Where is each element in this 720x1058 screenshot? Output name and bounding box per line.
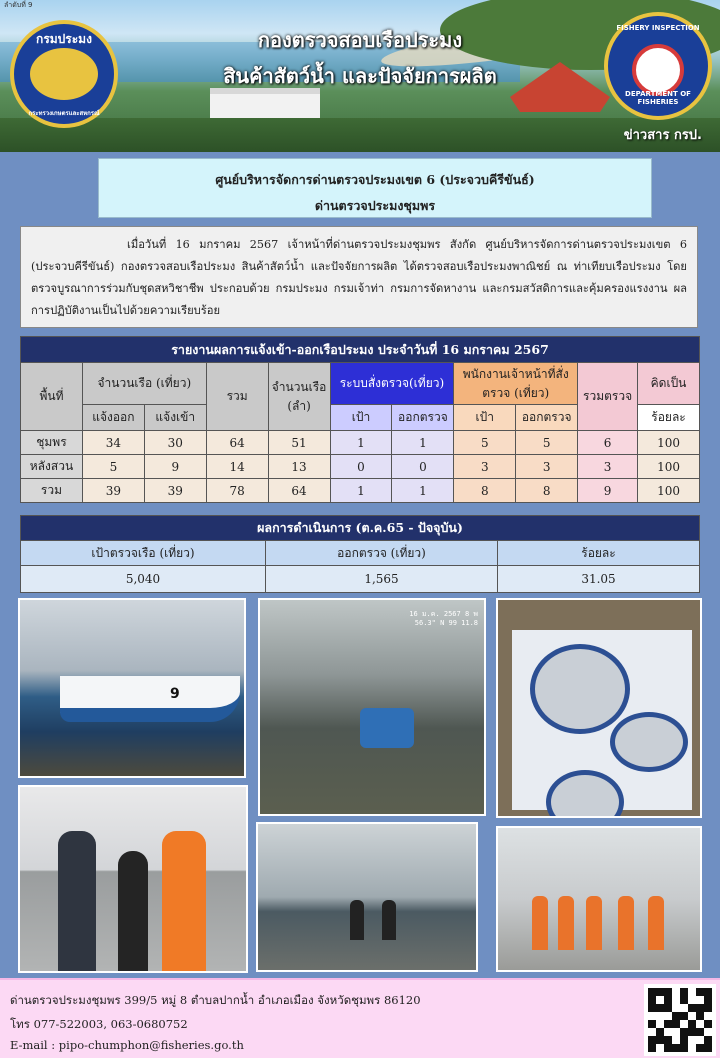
qr-module xyxy=(696,996,704,1004)
cell-in: 39 xyxy=(144,479,206,503)
qr-module xyxy=(672,1012,680,1020)
qr-module xyxy=(704,1012,712,1020)
qr-module xyxy=(688,1028,696,1036)
qr-module xyxy=(664,1028,672,1036)
qr-module xyxy=(656,996,664,1004)
qr-module xyxy=(688,1020,696,1028)
qr-module xyxy=(664,1012,672,1020)
header-system: ระบบสั่งตรวจ(เที่ยว) xyxy=(330,363,454,405)
seal-left-text: กรมประมง xyxy=(36,32,92,46)
person xyxy=(118,851,148,971)
report-caption: รายงานผลการแจ้งเข้า-ออกเรือประมง ประจำวันที่ 16 มกราคม 2567 xyxy=(21,337,700,363)
header-in: แจ้งเข้า xyxy=(144,405,206,431)
news-label: ข่าวสาร กรป. xyxy=(623,128,702,143)
header-area: พื้นที่ xyxy=(21,363,83,431)
qr-module xyxy=(664,1044,672,1052)
qr-module xyxy=(672,1020,680,1028)
basket xyxy=(530,644,630,734)
qr-module xyxy=(688,1012,696,1020)
person xyxy=(586,896,602,950)
basket xyxy=(546,770,624,818)
person xyxy=(162,831,206,971)
qr-module xyxy=(672,996,680,1004)
qr-code-icon[interactable] xyxy=(644,984,716,1056)
photo-harbor-dusk xyxy=(256,822,478,972)
person xyxy=(648,896,664,950)
photo-boat-deck xyxy=(258,598,486,816)
banner-title-line2: สินค้าสัตว์น้ำ และปัจจัยการผลิต xyxy=(223,64,497,88)
photo-fishing-boat xyxy=(18,598,246,778)
cell-off-target: 8 xyxy=(454,479,516,503)
results-value-percent: 31.05 xyxy=(498,566,700,593)
qr-module xyxy=(664,996,672,1004)
office-header-line2: ด่านตรวจประมงชุมพร xyxy=(314,198,436,213)
qr-module xyxy=(664,1004,672,1012)
seal-left-subtext: กระทรวงเกษตรและสหกรณ์ xyxy=(28,110,100,117)
qr-module xyxy=(688,1036,696,1044)
cell-total-inspect: 9 xyxy=(578,479,638,503)
table-row-total xyxy=(21,479,700,503)
qr-module xyxy=(704,1004,712,1012)
qr-module xyxy=(704,1044,712,1052)
department-of-fisheries-seal xyxy=(10,20,118,128)
qr-module xyxy=(672,1036,680,1044)
qr-module xyxy=(680,1020,688,1028)
cell-sys-inspected: 1 xyxy=(392,431,454,455)
cell-percent: 100 xyxy=(638,431,700,455)
qr-module xyxy=(680,996,688,1004)
qr-module xyxy=(696,1036,704,1044)
ground-background xyxy=(0,118,720,152)
qr-module xyxy=(680,1012,688,1020)
photo-catch-baskets xyxy=(496,598,702,818)
qr-module xyxy=(664,1036,672,1044)
qr-module xyxy=(688,1004,696,1012)
header-out: แจ้งออก xyxy=(82,405,144,431)
boat-number: 9 xyxy=(170,686,180,702)
qr-module xyxy=(656,1004,664,1012)
qr-module xyxy=(672,1044,680,1052)
boat-hull xyxy=(60,676,240,722)
qr-module xyxy=(704,1020,712,1028)
report-table xyxy=(20,336,700,503)
banner xyxy=(0,0,720,152)
qr-module xyxy=(656,1044,664,1052)
header-sys-inspected: ออกตรวจ xyxy=(392,405,454,431)
cell-off-inspected: 8 xyxy=(516,479,578,503)
qr-module xyxy=(648,996,656,1004)
footer-phone: โทร 077-522003, 063-0680752 xyxy=(10,1017,188,1031)
footer-address: ด่านตรวจประมงชุมพร 399/5 หมู่ 8 ตำบลปากน้ำ อำเภอเมือง จังหวัดชุมพร 86120 xyxy=(10,993,421,1007)
header-total-inspect: รวมตรวจ xyxy=(578,363,638,431)
cell-total: 64 xyxy=(206,431,268,455)
qr-module xyxy=(680,1036,688,1044)
cell-area: ชุมพร xyxy=(21,431,83,455)
cell-sys-target: 1 xyxy=(330,479,392,503)
seal-emblem-icon xyxy=(30,48,98,100)
person xyxy=(618,896,634,950)
results-header-percent: ร้อยละ xyxy=(498,541,700,566)
qr-module xyxy=(664,988,672,996)
qr-code-pattern xyxy=(648,988,712,1052)
qr-module xyxy=(656,1028,664,1036)
cell-total-inspect: 3 xyxy=(578,455,638,479)
cell-total: 78 xyxy=(206,479,268,503)
photo-inspection-team xyxy=(18,785,248,973)
banner-title-line1: กองตรวจสอบเรือประมง xyxy=(257,28,463,52)
header-percent-of: คิดเป็น xyxy=(638,363,700,405)
cell-area: หลังสวน xyxy=(21,455,83,479)
qr-module xyxy=(672,1004,680,1012)
results-value-target: 5,040 xyxy=(21,566,266,593)
header-off-target: เป้า xyxy=(454,405,516,431)
qr-module xyxy=(648,1044,656,1052)
qr-module xyxy=(672,988,680,996)
cell-sys-target: 0 xyxy=(330,455,392,479)
qr-module xyxy=(696,988,704,996)
person xyxy=(350,900,364,940)
results-value-inspected: 1,565 xyxy=(266,566,498,593)
qr-module xyxy=(656,1020,664,1028)
qr-module xyxy=(696,1028,704,1036)
person xyxy=(532,896,548,950)
person xyxy=(382,900,396,940)
qr-module xyxy=(656,1036,664,1044)
cell-boats: 13 xyxy=(268,455,330,479)
cell-boats: 64 xyxy=(268,479,330,503)
table-row xyxy=(21,431,700,455)
cell-out: 5 xyxy=(82,455,144,479)
qr-module xyxy=(696,1044,704,1052)
cell-boats: 51 xyxy=(268,431,330,455)
cell-percent: 100 xyxy=(638,479,700,503)
qr-module xyxy=(688,1044,696,1052)
badge-bottom-text: DEPARTMENT OF FISHERIES xyxy=(625,90,691,106)
cell-area: รวม xyxy=(21,479,83,503)
qr-module xyxy=(656,1012,664,1020)
cell-out: 39 xyxy=(82,479,144,503)
table-row xyxy=(21,455,700,479)
results-table xyxy=(20,515,700,593)
news-paragraph: เมื่อวันที่ 16 มกราคม 2567 เจ้าหน้าที่ด่านตรวจประมงชุมพร สังกัด ศูนย์บริหารจัดการด่านตรวจประมงเขต 6 (ประจวบคีรีขันธ์) กองตรวจสอบเรือประมง สินค้าสัตว์น้ำ และปัจจัยการผลิต ได้ตรวจสอบเรือประมงพาณิชย์ ณ ท่าเทียบเรือประมง โดยตรวจบูรณาการร่วมกับชุดสหวิชาชีพ ประกอบด้วย กรมประมง กรมเจ้าท่า กรมการจัดหางาน และกรมสวัสดิการและคุ้มครองแรงงาน ผลการปฏิบัติงานเป็นไปด้วยความเรียบร้อย xyxy=(20,226,698,328)
header-boat-count: จำนวนเรือ (ลำ) xyxy=(268,363,330,431)
header-off-inspected: ออกตรวจ xyxy=(516,405,578,431)
header-total: รวม xyxy=(206,363,268,431)
qr-module xyxy=(688,996,696,1004)
qr-module xyxy=(648,988,656,996)
cell-out: 34 xyxy=(82,431,144,455)
header-percent: ร้อยละ xyxy=(638,405,700,431)
qr-module xyxy=(696,1004,704,1012)
office-header-line1: ศูนย์บริหารจัดการด่านตรวจประมงเขต 6 (ประจวบคีรีขันธ์) xyxy=(215,172,535,187)
qr-module xyxy=(704,988,712,996)
qr-module xyxy=(648,1036,656,1044)
cell-off-target: 3 xyxy=(454,455,516,479)
fishery-inspection-badge xyxy=(604,12,712,120)
qr-module xyxy=(648,1020,656,1028)
office-header xyxy=(98,158,652,218)
cell-sys-inspected: 0 xyxy=(392,455,454,479)
cell-in: 9 xyxy=(144,455,206,479)
cell-total: 14 xyxy=(206,455,268,479)
cell-sys-inspected: 1 xyxy=(392,479,454,503)
lifebuoy-icon xyxy=(632,44,684,96)
qr-module xyxy=(680,1044,688,1052)
qr-module xyxy=(704,996,712,1004)
cell-percent: 100 xyxy=(638,455,700,479)
basket xyxy=(610,712,688,772)
header-sys-target: เป้า xyxy=(330,405,392,431)
footer xyxy=(0,978,720,1058)
qr-module xyxy=(688,988,696,996)
footer-email[interactable]: E-mail : pipo-chumphon@fisheries.go.th xyxy=(10,1038,244,1052)
ice-area xyxy=(512,630,692,810)
qr-module xyxy=(664,1020,672,1028)
person xyxy=(58,831,96,971)
results-header-target: เป้าตรวจเรือ (เที่ยว) xyxy=(21,541,266,566)
qr-module xyxy=(656,988,664,996)
qr-module xyxy=(704,1036,712,1044)
cell-total-inspect: 6 xyxy=(578,431,638,455)
cell-off-inspected: 5 xyxy=(516,431,578,455)
qr-module xyxy=(696,1020,704,1028)
results-header-inspected: ออกตรวจ (เที่ยว) xyxy=(266,541,498,566)
person xyxy=(558,896,574,950)
page-tag: ลำดับที่ 9 xyxy=(4,1,33,9)
qr-module xyxy=(680,988,688,996)
cell-off-inspected: 3 xyxy=(516,455,578,479)
qr-module xyxy=(672,1028,680,1036)
header-officer: พนักงานเจ้าหน้าที่สั่งตรวจ (เที่ยว) xyxy=(454,363,578,405)
cell-in: 30 xyxy=(144,431,206,455)
qr-module xyxy=(648,1012,656,1020)
cell-off-target: 5 xyxy=(454,431,516,455)
qr-module xyxy=(696,1012,704,1020)
results-caption: ผลการดำเนินการ (ต.ค.65 - ปัจจุบัน) xyxy=(21,516,700,541)
header-boat-trips: จำนวนเรือ (เที่ยว) xyxy=(82,363,206,405)
qr-module xyxy=(680,1028,688,1036)
badge-top-text: FISHERY INSPECTION xyxy=(616,24,700,32)
photo-timestamp: 16 ม.ค. 2567 8 พ 56.3" N 99 11.8 xyxy=(409,610,478,627)
photo-crew-lineup xyxy=(496,826,702,972)
qr-module xyxy=(704,1028,712,1036)
cell-sys-target: 1 xyxy=(330,431,392,455)
blue-tank xyxy=(360,708,414,748)
qr-module xyxy=(648,1004,656,1012)
qr-module xyxy=(680,1004,688,1012)
qr-module xyxy=(648,1028,656,1036)
